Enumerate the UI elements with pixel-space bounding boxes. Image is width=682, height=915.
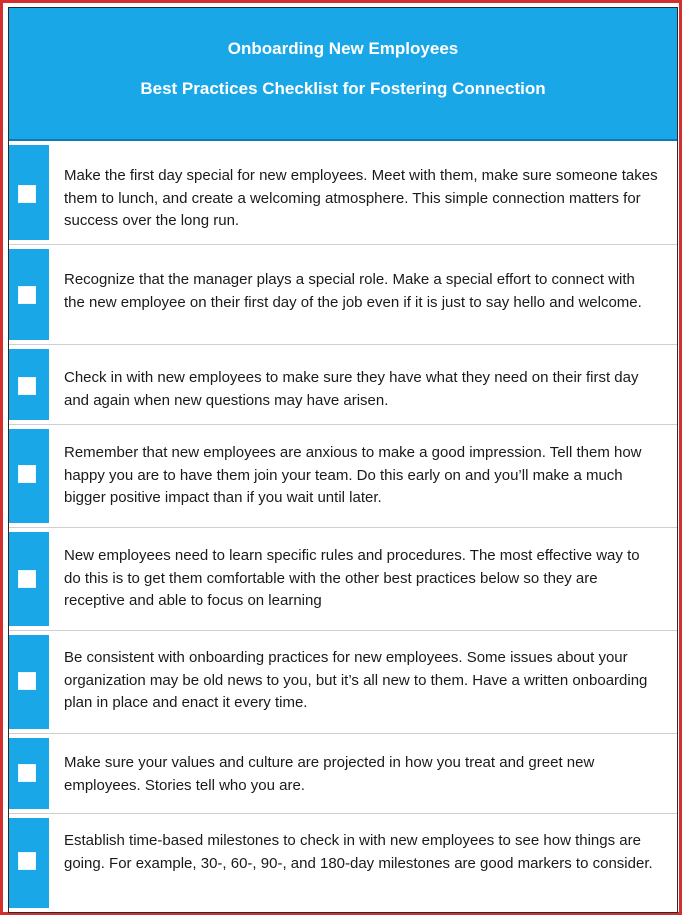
checklist-item-6 (9, 630, 677, 733)
checklist-item-8 (9, 813, 677, 912)
item-text: Make sure your values and culture are projected in how you treat and greet new employees. Stories tell who you are. (64, 754, 595, 794)
item-text: New employees need to learn specific rules and procedures. The most effective way to do this is to get them comfortable with the other best practices below so they are receptive and able to focus on learning (64, 547, 640, 609)
page-title: Onboarding New Employees (227, 39, 459, 58)
checklist-item-5 (9, 527, 677, 630)
checkbox[interactable] (18, 286, 36, 304)
page-subtitle: Best Practices Checklist for Fostering Connection (140, 79, 546, 98)
checkbox[interactable] (18, 672, 36, 690)
checklist-card (8, 7, 678, 913)
checkbox[interactable] (18, 570, 36, 588)
item-text: Check in with new employees to make sure they have what they need on their first day and again when new questions may have arisen. (64, 369, 639, 409)
item-text: Recognize that the manager plays a special role. Make a special effort to connect with the new employee on their first day of the job even if it is just to say hello and welcome. (64, 271, 642, 311)
checklist-item-1 (9, 141, 677, 244)
header-banner (9, 8, 677, 141)
checkbox[interactable] (18, 377, 36, 395)
checkbox[interactable] (18, 852, 36, 870)
checklist-item-2 (9, 244, 677, 344)
item-text: Make the first day special for new employees. Meet with them, make sure someone takes them to lunch, and create a welcoming atmosphere. This simple connection matters for success over the long run. (64, 167, 658, 229)
checkbox[interactable] (18, 185, 36, 203)
checklist-item-4 (9, 424, 677, 527)
checklist-item-7 (9, 733, 677, 813)
item-text: Establish time-based milestones to check in with new employees to see how things are going. For example, 30-, 60-, 90-, and 180-day milestones are good markers to consider. (64, 832, 653, 872)
item-text: Remember that new employees are anxious to make a good impression. Tell them how happy you are to have them join your team. Do this early on and you’ll make a much bigger positive impact than if you wait until later. (64, 444, 642, 506)
checklist (9, 141, 677, 912)
checkbox[interactable] (18, 465, 36, 483)
checklist-item-3 (9, 344, 677, 424)
checkbox[interactable] (18, 764, 36, 782)
item-text: Be consistent with onboarding practices for new employees. Some issues about your organization may be old news to you, but it’s all new to them. Have a written onboarding plan in place and enact it every time. (64, 649, 648, 711)
